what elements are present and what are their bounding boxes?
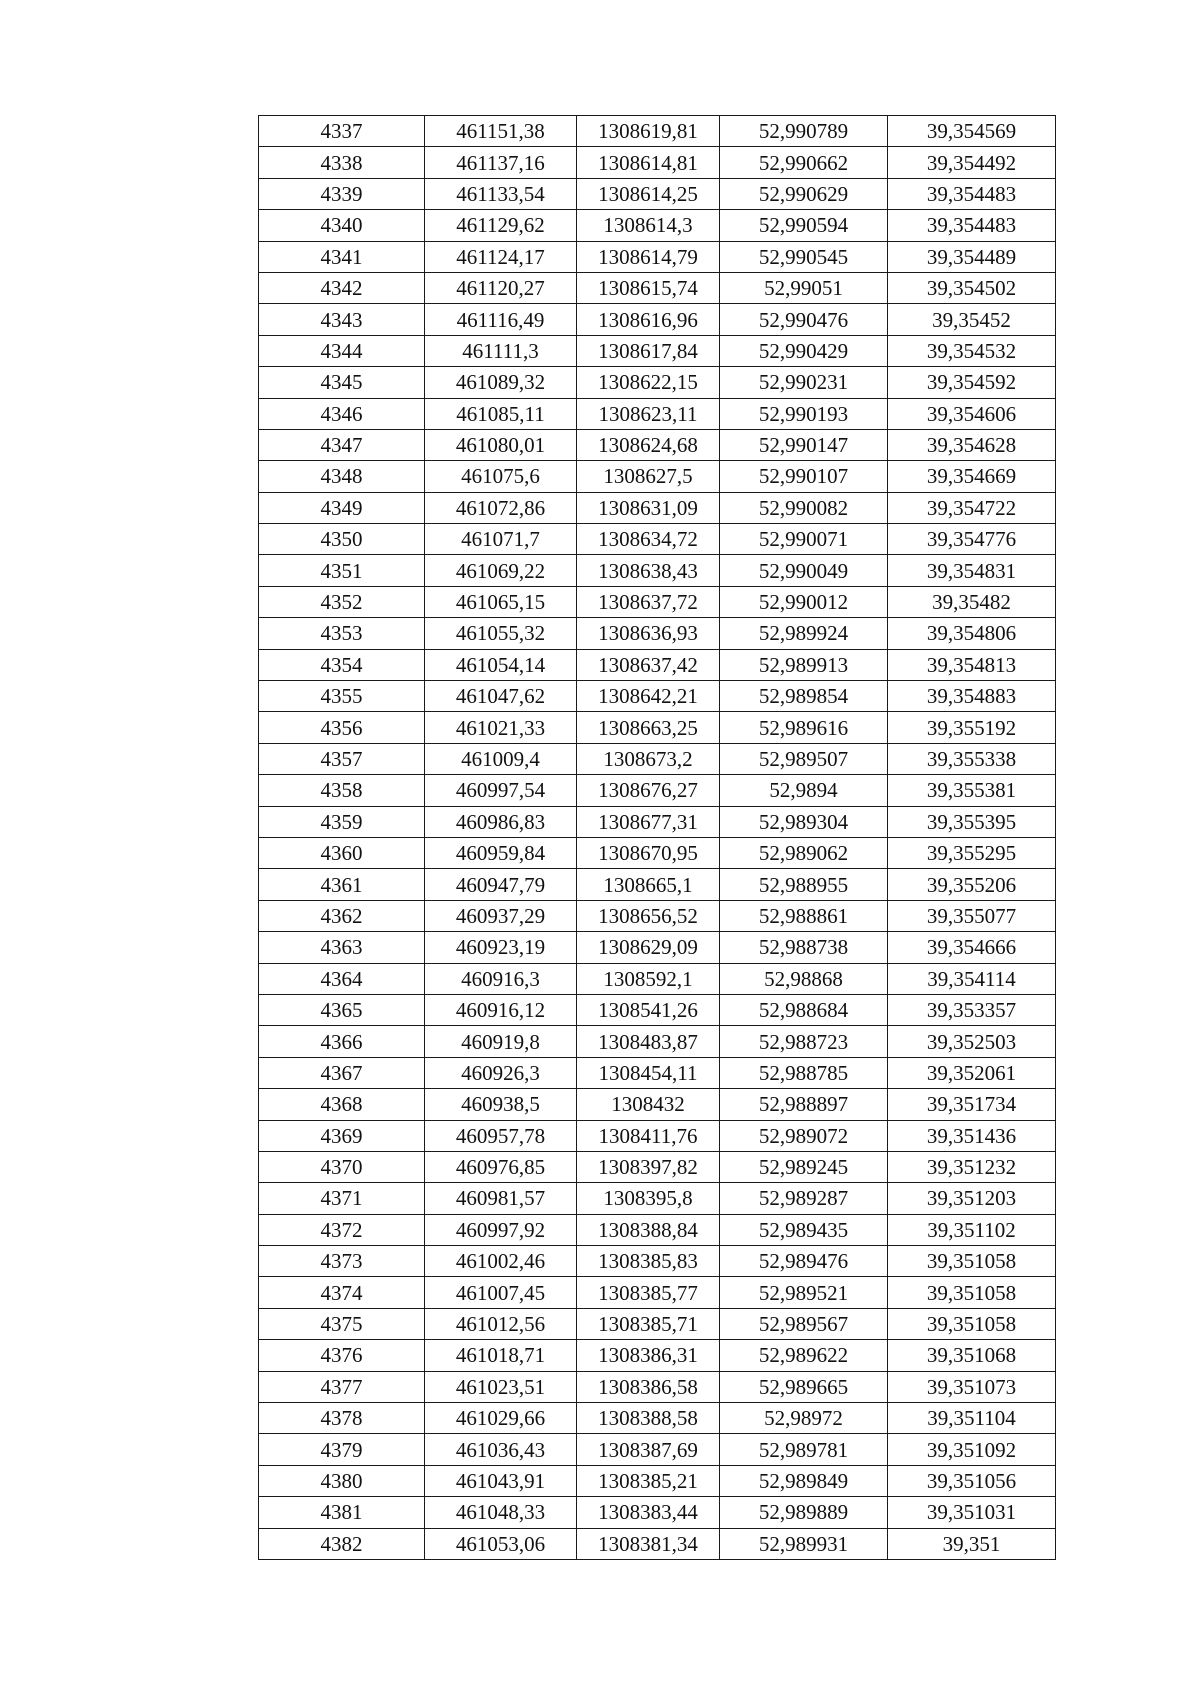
x-coordinate-cell: 461124,17 [425,241,577,272]
y-coordinate-cell: 1308387,69 [577,1434,720,1465]
longitude-cell: 39,354592 [888,367,1056,398]
point-number-cell: 4370 [259,1151,425,1182]
y-coordinate-cell: 1308663,25 [577,712,720,743]
x-coordinate-cell: 461023,51 [425,1371,577,1402]
y-coordinate-cell: 1308619,81 [577,116,720,147]
point-number-cell: 4379 [259,1434,425,1465]
longitude-cell: 39,354114 [888,963,1056,994]
table-row [259,586,1056,617]
x-coordinate-cell: 461085,11 [425,398,577,429]
latitude-cell: 52,99051 [720,272,888,303]
point-number-cell: 4366 [259,1026,425,1057]
point-number-cell: 4355 [259,681,425,712]
y-coordinate-cell: 1308385,21 [577,1465,720,1496]
y-coordinate-cell: 1308677,31 [577,806,720,837]
point-number-cell: 4372 [259,1214,425,1245]
y-coordinate-cell: 1308614,81 [577,147,720,178]
table-row [259,1277,1056,1308]
latitude-cell: 52,989287 [720,1183,888,1214]
latitude-cell: 52,9894 [720,775,888,806]
y-coordinate-cell: 1308631,09 [577,492,720,523]
latitude-cell: 52,988897 [720,1089,888,1120]
longitude-cell: 39,351203 [888,1183,1056,1214]
point-number-cell: 4354 [259,649,425,680]
x-coordinate-cell: 460976,85 [425,1151,577,1182]
point-number-cell: 4380 [259,1465,425,1496]
y-coordinate-cell: 1308385,71 [577,1308,720,1339]
y-coordinate-cell: 1308638,43 [577,555,720,586]
y-coordinate-cell: 1308637,42 [577,649,720,680]
x-coordinate-cell: 460938,5 [425,1089,577,1120]
point-number-cell: 4363 [259,932,425,963]
latitude-cell: 52,989622 [720,1340,888,1371]
longitude-cell: 39,351058 [888,1308,1056,1339]
x-coordinate-cell: 461012,56 [425,1308,577,1339]
latitude-cell: 52,990082 [720,492,888,523]
y-coordinate-cell: 1308636,93 [577,618,720,649]
x-coordinate-cell: 460947,79 [425,869,577,900]
x-coordinate-cell: 460997,92 [425,1214,577,1245]
x-coordinate-cell: 461069,22 [425,555,577,586]
y-coordinate-cell: 1308483,87 [577,1026,720,1057]
longitude-cell: 39,354483 [888,178,1056,209]
x-coordinate-cell: 461043,91 [425,1465,577,1496]
y-coordinate-cell: 1308673,2 [577,743,720,774]
x-coordinate-cell: 461133,54 [425,178,577,209]
point-number-cell: 4351 [259,555,425,586]
table-row [259,963,1056,994]
point-number-cell: 4356 [259,712,425,743]
x-coordinate-cell: 460926,3 [425,1057,577,1088]
latitude-cell: 52,989245 [720,1151,888,1182]
x-coordinate-cell: 461054,14 [425,649,577,680]
x-coordinate-cell: 460916,12 [425,994,577,1025]
latitude-cell: 52,990049 [720,555,888,586]
longitude-cell: 39,355206 [888,869,1056,900]
y-coordinate-cell: 1308386,31 [577,1340,720,1371]
table-row [259,272,1056,303]
x-coordinate-cell: 460981,57 [425,1183,577,1214]
table-row [259,1497,1056,1528]
table-row [259,210,1056,241]
latitude-cell: 52,989567 [720,1308,888,1339]
longitude-cell: 39,351058 [888,1246,1056,1277]
y-coordinate-cell: 1308656,52 [577,900,720,931]
y-coordinate-cell: 1308676,27 [577,775,720,806]
point-number-cell: 4350 [259,524,425,555]
x-coordinate-cell: 461009,4 [425,743,577,774]
point-number-cell: 4340 [259,210,425,241]
y-coordinate-cell: 1308627,5 [577,461,720,492]
longitude-cell: 39,354483 [888,210,1056,241]
y-coordinate-cell: 1308454,11 [577,1057,720,1088]
table-row [259,367,1056,398]
point-number-cell: 4349 [259,492,425,523]
latitude-cell: 52,989476 [720,1246,888,1277]
table-row [259,1246,1056,1277]
table-row [259,398,1056,429]
table-row [259,1403,1056,1434]
table-row [259,869,1056,900]
longitude-cell: 39,351 [888,1528,1056,1559]
y-coordinate-cell: 1308411,76 [577,1120,720,1151]
y-coordinate-cell: 1308642,21 [577,681,720,712]
table-row [259,618,1056,649]
table-row [259,1026,1056,1057]
latitude-cell: 52,98972 [720,1403,888,1434]
point-number-cell: 4365 [259,994,425,1025]
longitude-cell: 39,355338 [888,743,1056,774]
point-number-cell: 4345 [259,367,425,398]
coordinates-table [258,115,1056,1560]
y-coordinate-cell: 1308617,84 [577,335,720,366]
y-coordinate-cell: 1308397,82 [577,1151,720,1182]
point-number-cell: 4371 [259,1183,425,1214]
point-number-cell: 4369 [259,1120,425,1151]
point-number-cell: 4374 [259,1277,425,1308]
x-coordinate-cell: 460957,78 [425,1120,577,1151]
x-coordinate-cell: 461048,33 [425,1497,577,1528]
table-row [259,304,1056,335]
latitude-cell: 52,989665 [720,1371,888,1402]
point-number-cell: 4376 [259,1340,425,1371]
longitude-cell: 39,355077 [888,900,1056,931]
x-coordinate-cell: 461075,6 [425,461,577,492]
table-row [259,1371,1056,1402]
latitude-cell: 52,990147 [720,429,888,460]
point-number-cell: 4342 [259,272,425,303]
coordinates-table-body [259,116,1056,1560]
table-row [259,461,1056,492]
point-number-cell: 4338 [259,147,425,178]
point-number-cell: 4348 [259,461,425,492]
y-coordinate-cell: 1308634,72 [577,524,720,555]
y-coordinate-cell: 1308432 [577,1089,720,1120]
latitude-cell: 52,989889 [720,1497,888,1528]
longitude-cell: 39,351102 [888,1214,1056,1245]
point-number-cell: 4378 [259,1403,425,1434]
latitude-cell: 52,988738 [720,932,888,963]
latitude-cell: 52,989062 [720,837,888,868]
latitude-cell: 52,988684 [720,994,888,1025]
latitude-cell: 52,990789 [720,116,888,147]
point-number-cell: 4337 [259,116,425,147]
table-row [259,994,1056,1025]
longitude-cell: 39,354776 [888,524,1056,555]
longitude-cell: 39,354569 [888,116,1056,147]
table-row [259,743,1056,774]
longitude-cell: 39,351056 [888,1465,1056,1496]
point-number-cell: 4360 [259,837,425,868]
latitude-cell: 52,988723 [720,1026,888,1057]
point-number-cell: 4347 [259,429,425,460]
x-coordinate-cell: 461007,45 [425,1277,577,1308]
table-row [259,1214,1056,1245]
table-row [259,681,1056,712]
table-row [259,116,1056,147]
x-coordinate-cell: 461053,06 [425,1528,577,1559]
latitude-cell: 52,990662 [720,147,888,178]
x-coordinate-cell: 461018,71 [425,1340,577,1371]
x-coordinate-cell: 460916,3 [425,963,577,994]
table-row [259,1434,1056,1465]
table-row [259,1151,1056,1182]
latitude-cell: 52,989304 [720,806,888,837]
latitude-cell: 52,990231 [720,367,888,398]
latitude-cell: 52,988955 [720,869,888,900]
longitude-cell: 39,351068 [888,1340,1056,1371]
table-row [259,335,1056,366]
point-number-cell: 4357 [259,743,425,774]
latitude-cell: 52,989854 [720,681,888,712]
longitude-cell: 39,351073 [888,1371,1056,1402]
longitude-cell: 39,354606 [888,398,1056,429]
longitude-cell: 39,354492 [888,147,1056,178]
latitude-cell: 52,989435 [720,1214,888,1245]
table-row [259,775,1056,806]
y-coordinate-cell: 1308388,58 [577,1403,720,1434]
x-coordinate-cell: 460997,54 [425,775,577,806]
x-coordinate-cell: 461116,49 [425,304,577,335]
y-coordinate-cell: 1308386,58 [577,1371,720,1402]
y-coordinate-cell: 1308385,83 [577,1246,720,1277]
x-coordinate-cell: 461151,38 [425,116,577,147]
y-coordinate-cell: 1308395,8 [577,1183,720,1214]
y-coordinate-cell: 1308592,1 [577,963,720,994]
point-number-cell: 4367 [259,1057,425,1088]
point-number-cell: 4359 [259,806,425,837]
table-row [259,1089,1056,1120]
y-coordinate-cell: 1308615,74 [577,272,720,303]
latitude-cell: 52,989072 [720,1120,888,1151]
table-row [259,524,1056,555]
x-coordinate-cell: 461111,3 [425,335,577,366]
longitude-cell: 39,351232 [888,1151,1056,1182]
latitude-cell: 52,990429 [720,335,888,366]
longitude-cell: 39,351436 [888,1120,1056,1151]
point-number-cell: 4344 [259,335,425,366]
point-number-cell: 4353 [259,618,425,649]
longitude-cell: 39,354666 [888,932,1056,963]
x-coordinate-cell: 460959,84 [425,837,577,868]
y-coordinate-cell: 1308629,09 [577,932,720,963]
point-number-cell: 4339 [259,178,425,209]
latitude-cell: 52,990193 [720,398,888,429]
latitude-cell: 52,990545 [720,241,888,272]
point-number-cell: 4377 [259,1371,425,1402]
table-row [259,1183,1056,1214]
point-number-cell: 4381 [259,1497,425,1528]
latitude-cell: 52,990012 [720,586,888,617]
longitude-cell: 39,354669 [888,461,1056,492]
latitude-cell: 52,989781 [720,1434,888,1465]
longitude-cell: 39,355395 [888,806,1056,837]
longitude-cell: 39,355381 [888,775,1056,806]
table-row [259,555,1056,586]
y-coordinate-cell: 1308623,11 [577,398,720,429]
x-coordinate-cell: 460937,29 [425,900,577,931]
latitude-cell: 52,98868 [720,963,888,994]
y-coordinate-cell: 1308541,26 [577,994,720,1025]
y-coordinate-cell: 1308385,77 [577,1277,720,1308]
y-coordinate-cell: 1308622,15 [577,367,720,398]
y-coordinate-cell: 1308670,95 [577,837,720,868]
table-row [259,1340,1056,1371]
latitude-cell: 52,990071 [720,524,888,555]
x-coordinate-cell: 461120,27 [425,272,577,303]
longitude-cell: 39,353357 [888,994,1056,1025]
point-number-cell: 4364 [259,963,425,994]
x-coordinate-cell: 461055,32 [425,618,577,649]
point-number-cell: 4361 [259,869,425,900]
latitude-cell: 52,990476 [720,304,888,335]
point-number-cell: 4358 [259,775,425,806]
table-row [259,1120,1056,1151]
point-number-cell: 4343 [259,304,425,335]
table-row [259,1528,1056,1559]
latitude-cell: 52,989616 [720,712,888,743]
y-coordinate-cell: 1308383,44 [577,1497,720,1528]
table-row [259,712,1056,743]
latitude-cell: 52,989507 [720,743,888,774]
table-row [259,806,1056,837]
x-coordinate-cell: 461029,66 [425,1403,577,1434]
y-coordinate-cell: 1308637,72 [577,586,720,617]
table-row [259,429,1056,460]
table-row [259,1057,1056,1088]
table-row [259,241,1056,272]
x-coordinate-cell: 461080,01 [425,429,577,460]
latitude-cell: 52,989849 [720,1465,888,1496]
y-coordinate-cell: 1308614,25 [577,178,720,209]
x-coordinate-cell: 461002,46 [425,1246,577,1277]
point-number-cell: 4368 [259,1089,425,1120]
table-row [259,900,1056,931]
x-coordinate-cell: 461089,32 [425,367,577,398]
longitude-cell: 39,354813 [888,649,1056,680]
longitude-cell: 39,354806 [888,618,1056,649]
latitude-cell: 52,989924 [720,618,888,649]
latitude-cell: 52,989913 [720,649,888,680]
longitude-cell: 39,351058 [888,1277,1056,1308]
y-coordinate-cell: 1308614,3 [577,210,720,241]
longitude-cell: 39,354532 [888,335,1056,366]
latitude-cell: 52,990107 [720,461,888,492]
point-number-cell: 4341 [259,241,425,272]
y-coordinate-cell: 1308665,1 [577,869,720,900]
latitude-cell: 52,990594 [720,210,888,241]
longitude-cell: 39,352061 [888,1057,1056,1088]
longitude-cell: 39,35482 [888,586,1056,617]
longitude-cell: 39,354883 [888,681,1056,712]
table-row [259,1465,1056,1496]
x-coordinate-cell: 460923,19 [425,932,577,963]
longitude-cell: 39,354502 [888,272,1056,303]
point-number-cell: 4362 [259,900,425,931]
longitude-cell: 39,354831 [888,555,1056,586]
y-coordinate-cell: 1308388,84 [577,1214,720,1245]
longitude-cell: 39,351092 [888,1434,1056,1465]
longitude-cell: 39,354628 [888,429,1056,460]
y-coordinate-cell: 1308624,68 [577,429,720,460]
point-number-cell: 4382 [259,1528,425,1559]
latitude-cell: 52,989521 [720,1277,888,1308]
latitude-cell: 52,988785 [720,1057,888,1088]
table-row [259,147,1056,178]
longitude-cell: 39,351104 [888,1403,1056,1434]
longitude-cell: 39,352503 [888,1026,1056,1057]
table-row [259,492,1056,523]
point-number-cell: 4346 [259,398,425,429]
longitude-cell: 39,351031 [888,1497,1056,1528]
longitude-cell: 39,354722 [888,492,1056,523]
longitude-cell: 39,355192 [888,712,1056,743]
table-row [259,649,1056,680]
longitude-cell: 39,351734 [888,1089,1056,1120]
x-coordinate-cell: 460986,83 [425,806,577,837]
y-coordinate-cell: 1308616,96 [577,304,720,335]
table-row [259,178,1056,209]
x-coordinate-cell: 461065,15 [425,586,577,617]
table-row [259,837,1056,868]
x-coordinate-cell: 461072,86 [425,492,577,523]
point-number-cell: 4352 [259,586,425,617]
point-number-cell: 4375 [259,1308,425,1339]
latitude-cell: 52,988861 [720,900,888,931]
x-coordinate-cell: 461047,62 [425,681,577,712]
latitude-cell: 52,990629 [720,178,888,209]
table-row [259,932,1056,963]
y-coordinate-cell: 1308381,34 [577,1528,720,1559]
table-row [259,1308,1056,1339]
x-coordinate-cell: 461137,16 [425,147,577,178]
y-coordinate-cell: 1308614,79 [577,241,720,272]
latitude-cell: 52,989931 [720,1528,888,1559]
point-number-cell: 4373 [259,1246,425,1277]
longitude-cell: 39,354489 [888,241,1056,272]
longitude-cell: 39,35452 [888,304,1056,335]
x-coordinate-cell: 461021,33 [425,712,577,743]
x-coordinate-cell: 461071,7 [425,524,577,555]
x-coordinate-cell: 461036,43 [425,1434,577,1465]
x-coordinate-cell: 461129,62 [425,210,577,241]
longitude-cell: 39,355295 [888,837,1056,868]
x-coordinate-cell: 460919,8 [425,1026,577,1057]
